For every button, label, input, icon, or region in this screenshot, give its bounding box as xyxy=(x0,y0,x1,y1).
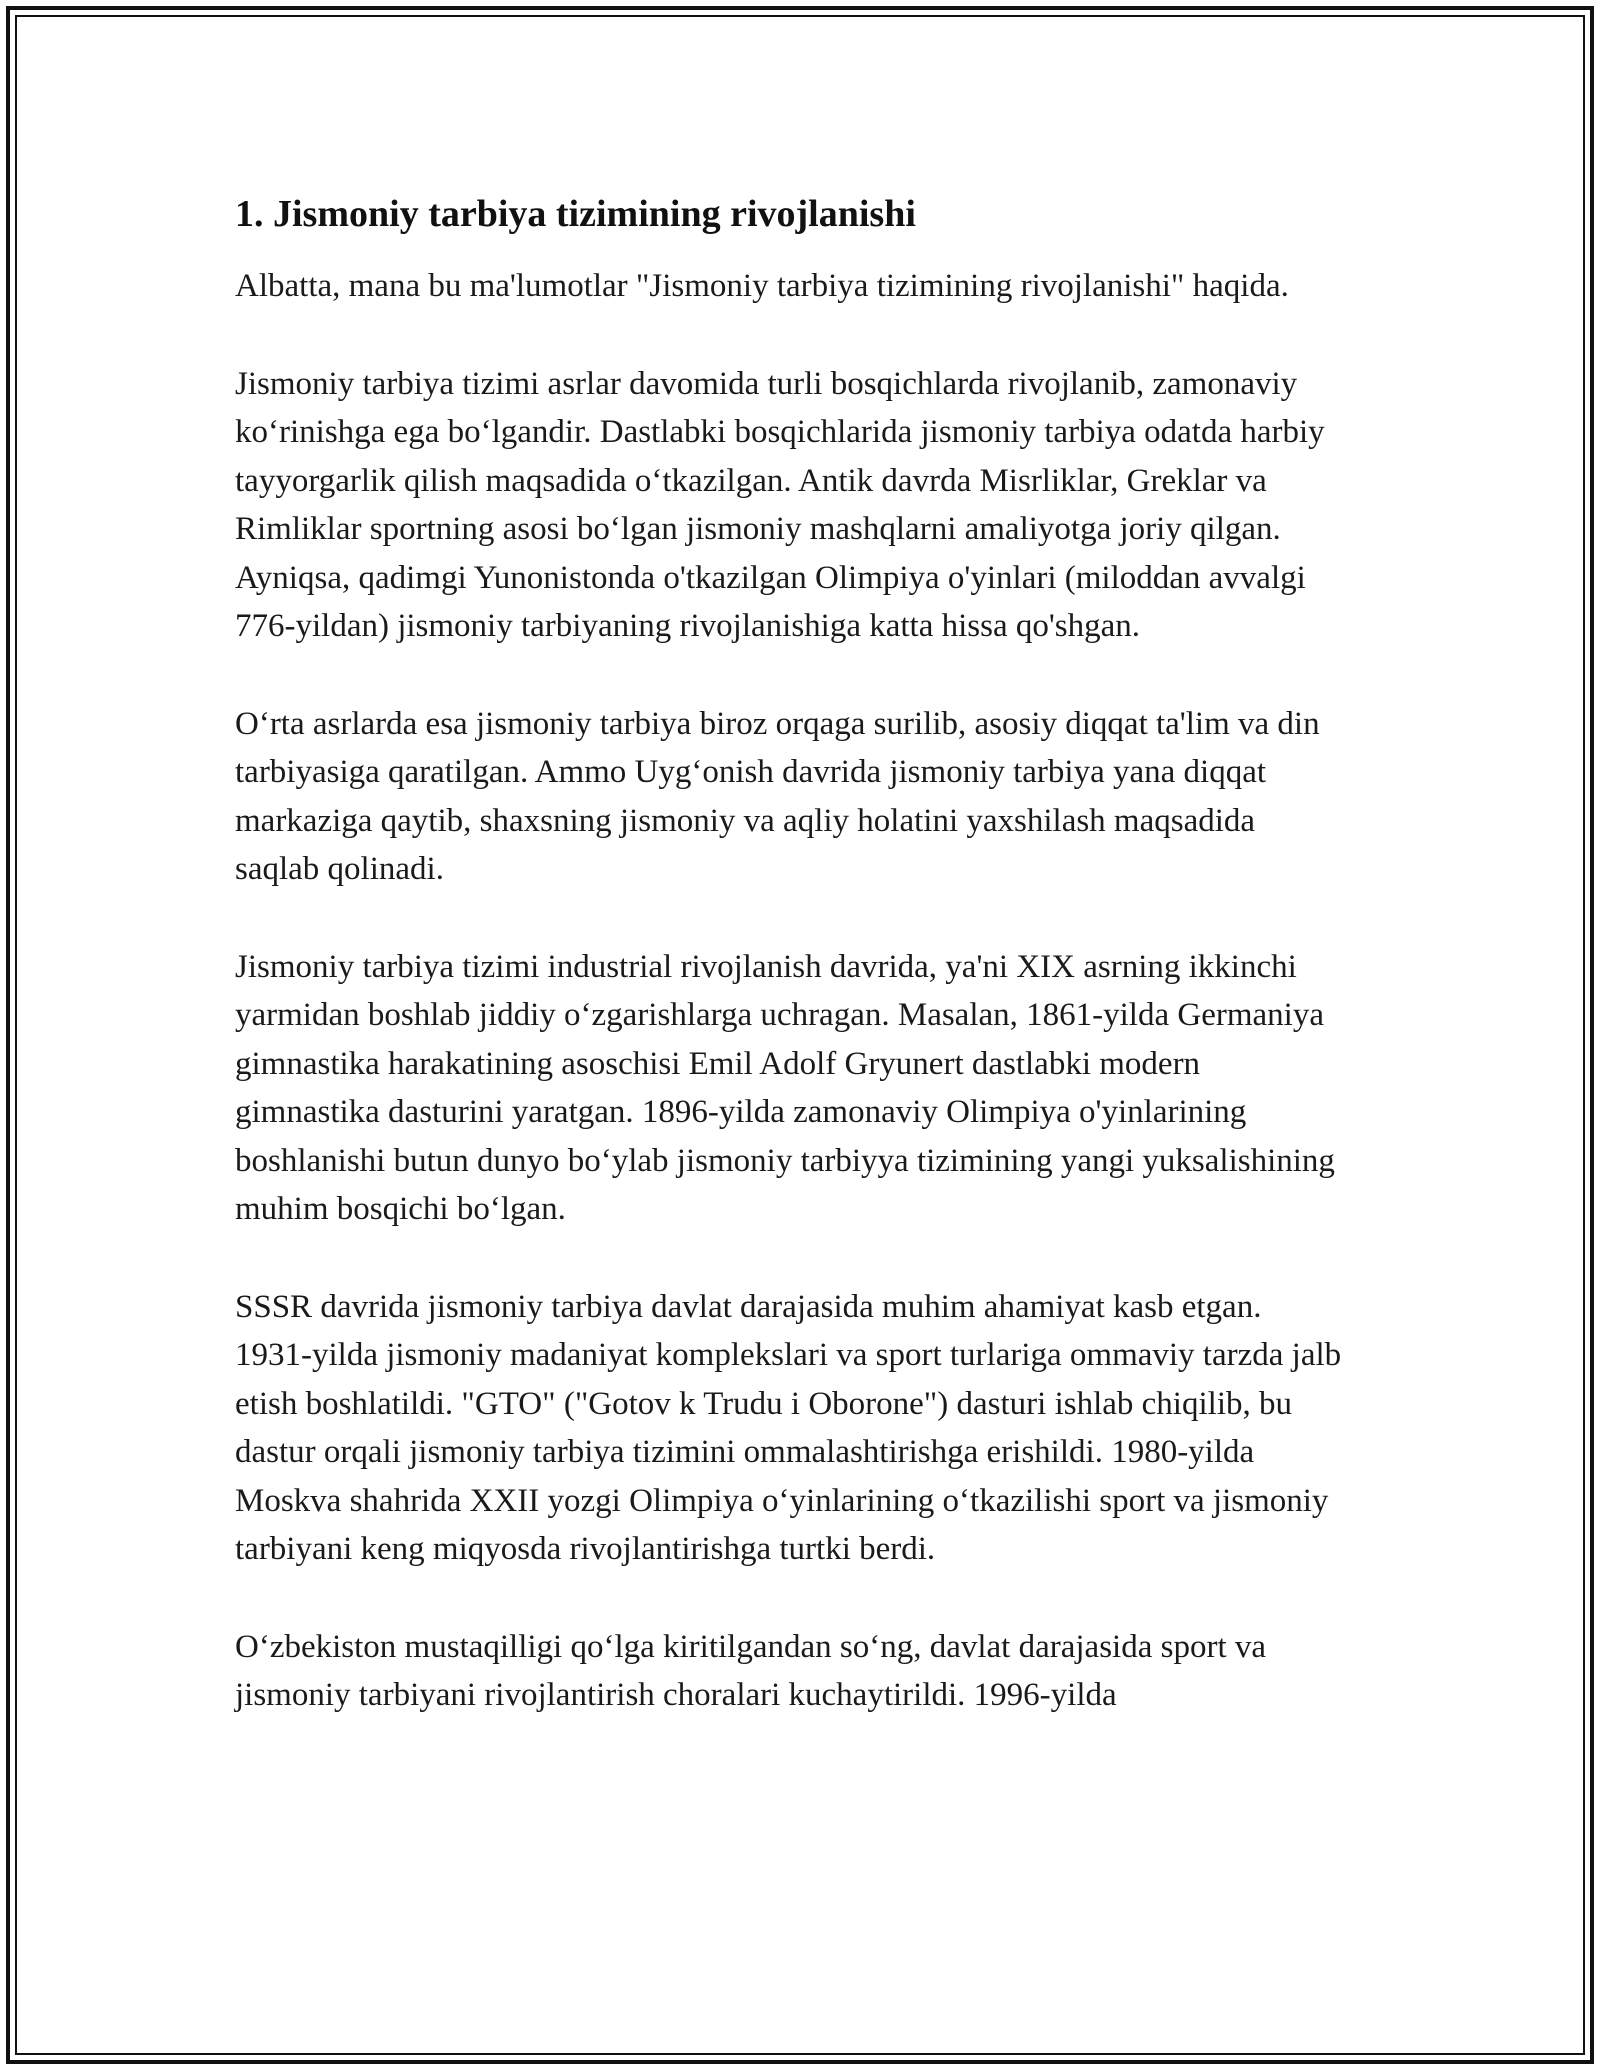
section-heading: 1. Jismoniy tarbiya tizimining rivojlanishi xyxy=(235,193,916,235)
paragraph-ussr-era: SSSR davrida jismoniy tarbiya davlat darajasida muhim ahamiyat kasb etgan. 1931-yilda jismoniy madaniyat komplekslari va sport turlariga ommaviy tarzda jalb etish boshlatildi. "GTO" ("Gotov k Trudu i Oborone") dasturi ishlab chiqilib, bu dastur orqali jismoniy tarbiya tizimini ommalashtirishga erishildi. 1980-yilda Moskva shahrida XXII yozgi Olimpiya o‘yinlarining o‘tkazilishi sport va jismoniy tarbiyani keng miqyosda rivojlantirishga turtki berdi. xyxy=(235,1288,1342,1567)
paragraph-independence: O‘zbekiston mustaqilligi qo‘lga kiritilgandan so‘ng, davlat darajasida sport va jismoniy tarbiyani rivojlantirish choralari kuchaytirildi. 1996-yilda xyxy=(235,1628,1267,1713)
paragraph-intro: Albatta, mana bu ma'lumotlar "Jismoniy tarbiya tizimining rivojlanishi" haqida. xyxy=(235,268,1289,304)
paragraph-industrial-era: Jismoniy tarbiya tizimi industrial rivojlanish davrida, ya'ni XIX asrning ikkinchi yarmidan boshlab jiddiy o‘zgarishlarga uchragan. Masalan, 1861-yilda Germaniya gimnastika harakatining asoschisi Emil Adolf Gryunert dastlabki modern gimnastika dasturini yaratgan. 1896-yilda zamonaviy Olimpiya o'yinlarining boshlanishi butun dunyo bo‘ylab jismoniy tarbiyya tizimining yangi yuksalishining muhim bosqichi bo‘lgan. xyxy=(235,948,1335,1227)
document-body xyxy=(235,188,1345,1769)
paragraph-middle-ages: O‘rta asrlarda esa jismoniy tarbiya biroz orqaga surilib, asosiy diqqat ta'lim va din tarbiyasiga qaratilgan. Ammo Uyg‘onish davrida jismoniy tarbiya yana diqqat markaziga qaytib, shaxsning jismoniy va aqliy holatini yaxshilash maqsadida saqlab qolinadi. xyxy=(235,705,1320,887)
paragraph-antiquity: Jismoniy tarbiya tizimi asrlar davomida turli bosqichlarda rivojlanib, zamonaviy ko‘rinishga ega bo‘lgandir. Dastlabki bosqichlarida jismoniy tarbiya odatda harbiy tayyorgarlik qilish maqsadida o‘tkazilgan. Antik davrda Misrliklar, Greklar va Rimliklar sportning asosi bo‘lgan jismoniy mashqlarni amaliyotga joriy qilgan. Ayniqsa, qadimgi Yunonistonda o'tkazilgan Olimpiya o'yinlari (miloddan avvalgi 776-yildan) jismoniy tarbiyaning rivojlanishiga katta hissa qo'shgan. xyxy=(235,365,1325,644)
